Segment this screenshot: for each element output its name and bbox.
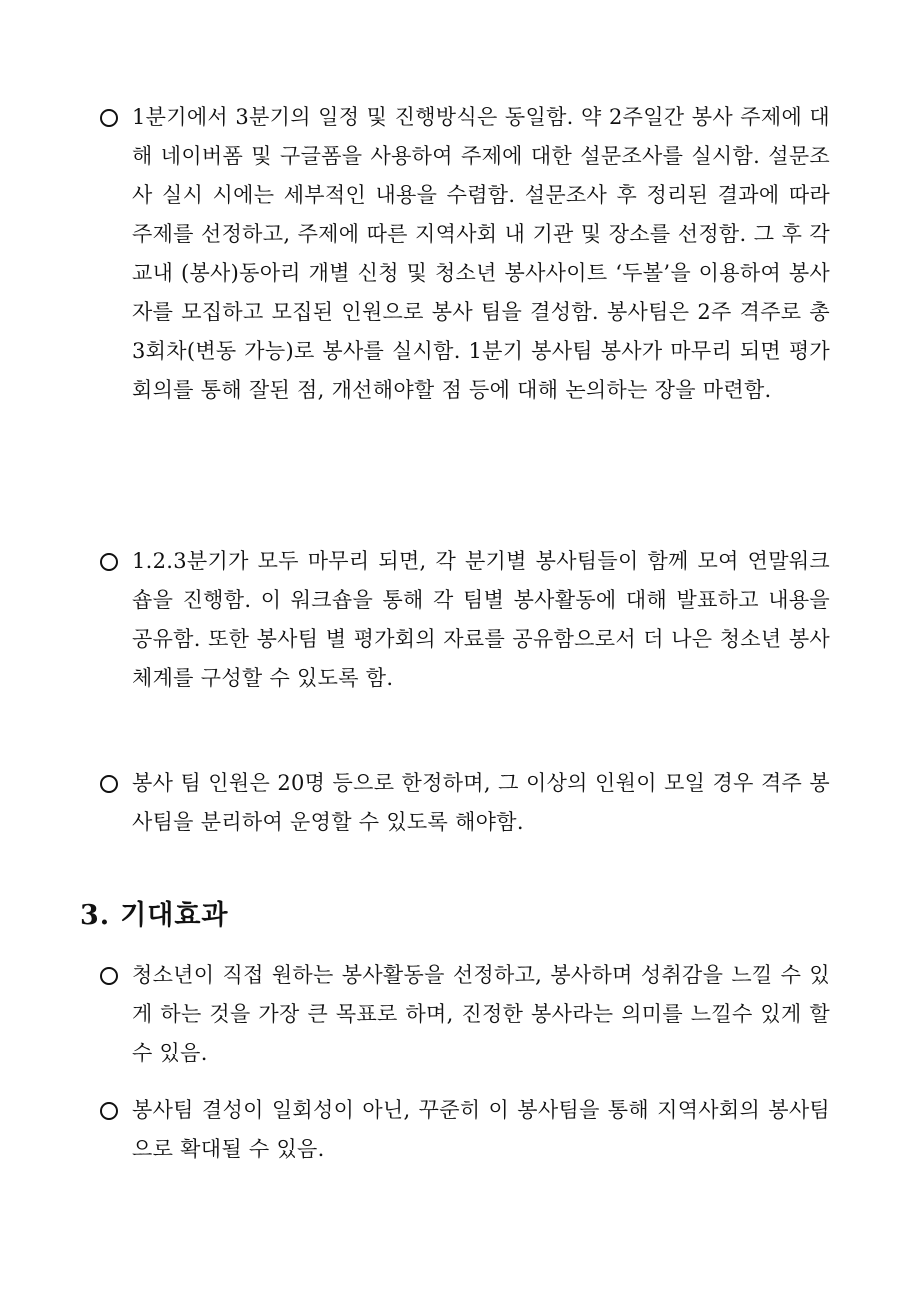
bullet-text: 1분기에서 3분기의 일정 및 진행방식은 동일함. 약 2주일간 봉사 주제에 대해 네이버폼 및 구글폼을 사용하여 주제에 대한 설문조사를 실시함. 설문조사 실시 시에는 세부적인 내용을 수렴함. 설문조사 후 정리된 결과에 따라 주제를 선정하고, 주제에 따른 지역사회 내 기관 및 장소를 선정함. 그 후 각 교내 (봉사)동아리 개별 신청 및 청소년 봉사사이트 ‘두볼’을 이용하여 봉사자를 모집하고 모집된 인원으로 봉사 팀을 결성함. 봉사팀은 2주 격주로 총 3회차(변동 가능)로 봉사를 실시함. 1분기 봉사팀 봉사가 마무리 되면 평가회의를 통해 잘된 점, 개선해야할 점 등에 대해 논의하는 장을 마련함. (132, 105, 830, 402)
bullet-text: 1.2.3분기가 모두 마무리 되면, 각 분기별 봉사팀들이 함께 모여 연말워크숍을 진행함. 이 워크숍을 통해 각 팀별 봉사활동에 대해 발표하고 내용을 공유함. 또한 봉사팀 별 평가회의 자료를 공유함으로서 더 나은 청소년 봉사 체계를 구성할 수 있도록 함. (132, 549, 830, 690)
hollow-circle-bullet-icon (100, 967, 118, 985)
section-heading-expected-effects (80, 896, 229, 936)
hollow-circle-bullet-icon (100, 1102, 118, 1120)
hollow-circle-bullet-icon (100, 109, 118, 127)
hollow-circle-bullet-icon (100, 553, 118, 571)
bullet-item-team-size (100, 764, 830, 842)
bullet-item-schedule (100, 98, 830, 410)
bullet-text: 청소년이 직접 원하는 봉사활동을 선정하고, 봉사하며 성취감을 느낄 수 있게 하는 것을 가장 큰 목표로 하며, 진정한 봉사라는 의미를 느낄수 있게 할 수 있음. (132, 963, 830, 1065)
bullet-item-effect-achievement (100, 956, 830, 1073)
section-number: 3. (80, 900, 111, 931)
bullet-item-workshop (100, 542, 830, 698)
bullet-item-effect-expansion (100, 1091, 830, 1169)
section-title: 기대효과 (120, 900, 229, 931)
bullet-text: 봉사팀 결성이 일회성이 아닌, 꾸준히 이 봉사팀을 통해 지역사회의 봉사팀으로 확대될 수 있음. (132, 1098, 830, 1161)
bullet-text: 봉사 팀 인원은 20명 등으로 한정하며, 그 이상의 인원이 모일 경우 격주 봉사팀을 분리하여 운영할 수 있도록 해야함. (132, 771, 830, 834)
hollow-circle-bullet-icon (100, 775, 118, 793)
